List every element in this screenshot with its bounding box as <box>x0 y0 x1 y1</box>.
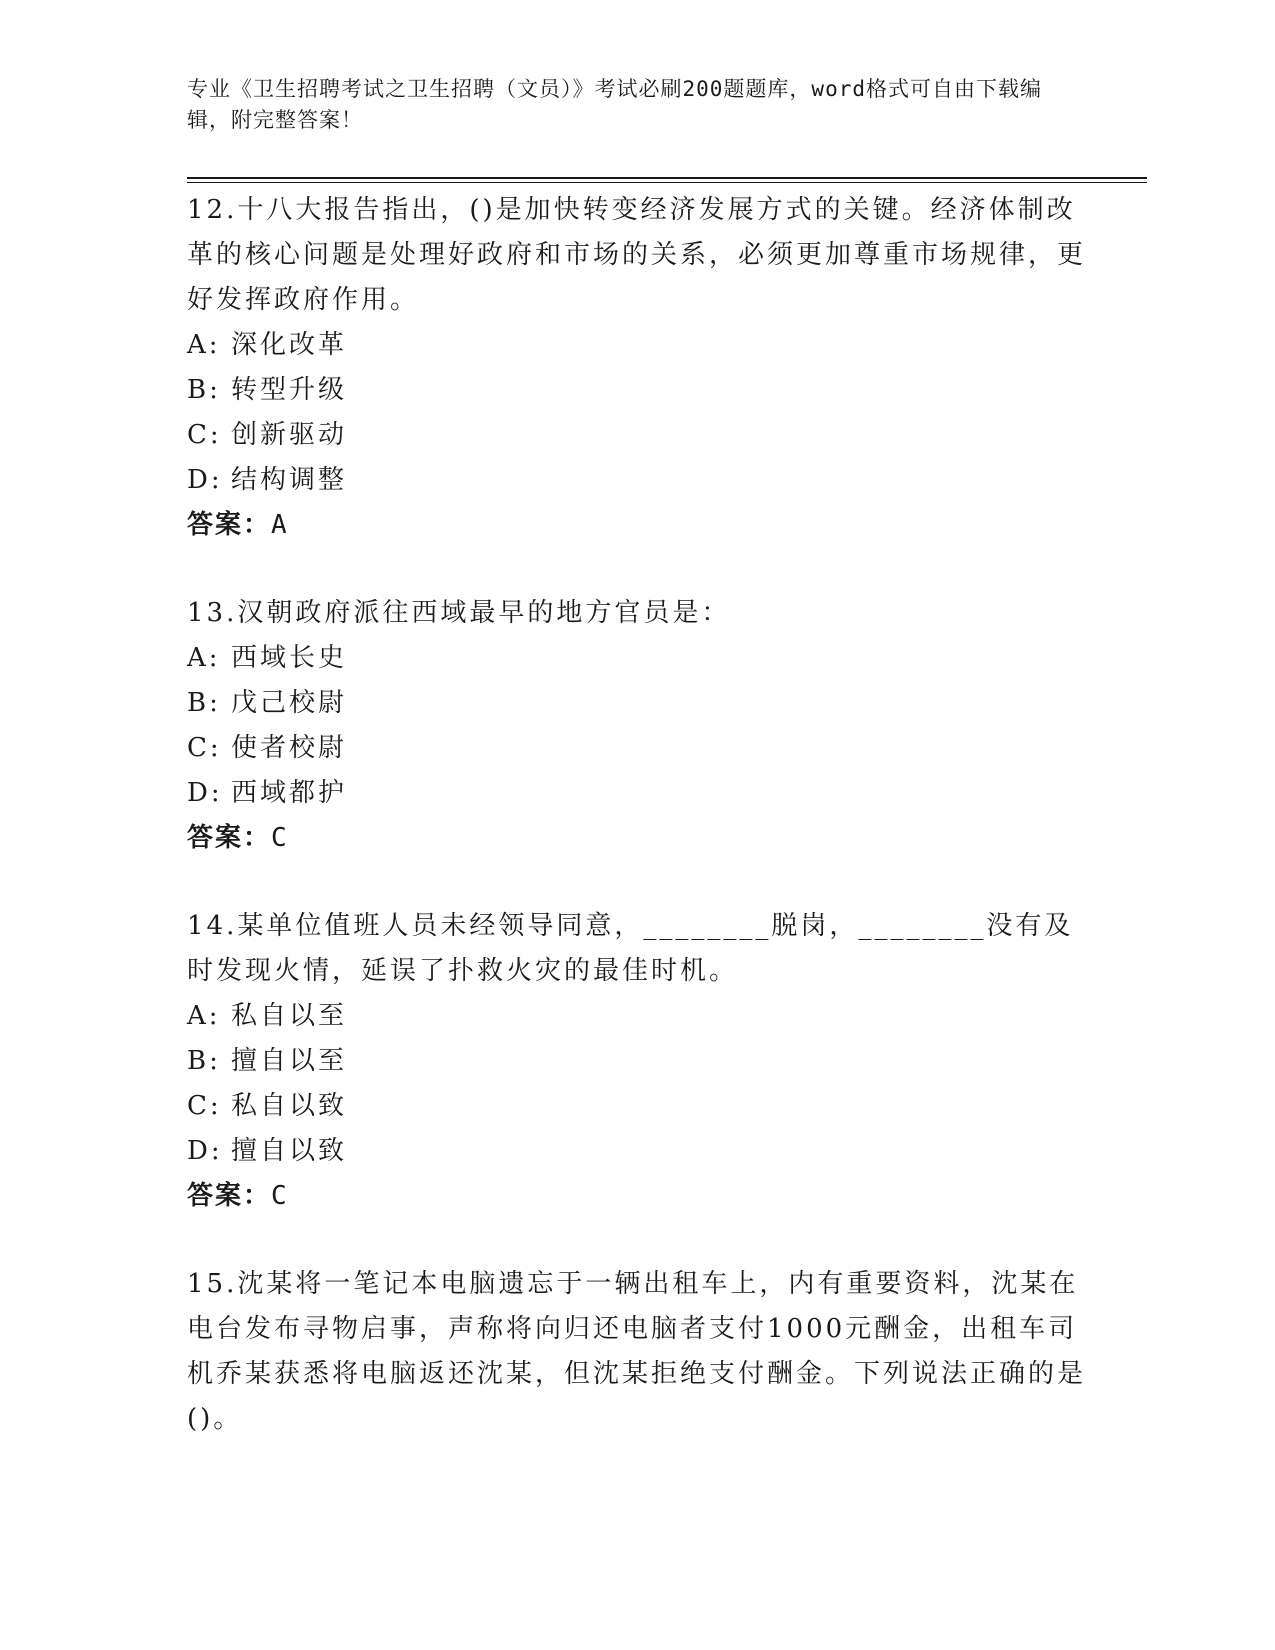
question-15 <box>187 1262 1087 1442</box>
answer-value: A <box>271 510 289 540</box>
header-divider-thin <box>187 182 1147 183</box>
question-list <box>187 188 1087 1485</box>
question-stem: 13.汉朝政府派往西域最早的地方官员是： <box>187 598 731 628</box>
option-key: C: <box>187 420 222 450</box>
option-d <box>187 458 1087 503</box>
answer-value: C <box>271 1181 289 1211</box>
question-12 <box>187 188 1087 548</box>
option-key: C: <box>187 733 222 763</box>
option-text: 西域长史 <box>231 643 348 673</box>
option-key: B: <box>187 1046 221 1076</box>
option-text: 擅自以致 <box>231 1136 348 1166</box>
option-key: D: <box>187 778 223 808</box>
question-stem: 14.某单位值班人员未经领导同意，________脱岗，________没有及时发现火情，延误了扑救火灾的最佳时机。 <box>187 911 1074 986</box>
answer-line <box>187 816 1087 861</box>
answer-line <box>187 1174 1087 1219</box>
option-a <box>187 323 1087 368</box>
option-text: 私自以致 <box>231 1091 348 1121</box>
option-key: B: <box>187 375 221 405</box>
answer-label: 答案： <box>187 510 272 540</box>
answer-label: 答案： <box>187 823 272 853</box>
option-text: 使者校尉 <box>231 733 348 763</box>
option-b <box>187 368 1087 413</box>
option-d <box>187 771 1087 816</box>
option-text: 私自以至 <box>231 1001 348 1031</box>
option-c <box>187 413 1087 458</box>
option-text: 结构调整 <box>231 465 348 495</box>
option-c <box>187 1084 1087 1129</box>
option-key: B: <box>187 688 221 718</box>
option-a <box>187 636 1087 681</box>
header-divider-thick <box>187 177 1147 179</box>
option-a <box>187 994 1087 1039</box>
option-key: D: <box>187 1136 223 1166</box>
question-13 <box>187 591 1087 861</box>
document-header: 专业《卫生招聘考试之卫生招聘（文员）》考试必刷200题题库，word格式可自由下载编辑，附完整答案！ <box>187 77 1042 132</box>
answer-value: C <box>271 823 289 853</box>
option-text: 转型升级 <box>231 375 348 405</box>
answer-label: 答案： <box>187 1181 272 1211</box>
option-c <box>187 726 1087 771</box>
option-key: D: <box>187 465 223 495</box>
question-stem: 12.十八大报告指出，()是加快转变经济发展方式的关键。经济体制改革的核心问题是处理好政府和市场的关系，必须更加尊重市场规律，更好发挥政府作用。 <box>187 195 1087 315</box>
option-key: A: <box>187 643 221 673</box>
option-text: 创新驱动 <box>231 420 348 450</box>
option-text: 西域都护 <box>231 778 348 808</box>
question-14 <box>187 904 1087 1219</box>
answer-line <box>187 503 1087 548</box>
option-text: 深化改革 <box>231 330 348 360</box>
option-text: 擅自以至 <box>231 1046 348 1076</box>
option-text: 戊己校尉 <box>231 688 348 718</box>
option-key: C: <box>187 1091 222 1121</box>
option-b <box>187 1039 1087 1084</box>
question-stem: 15.沈某将一笔记本电脑遗忘于一辆出租车上，内有重要资料，沈某在电台发布寻物启事，声称将向归还电脑者支付1000元酬金，出租车司机乔某获悉将电脑返还沈某，但沈某拒绝支付酬金。下列说法正确的是()。 <box>187 1269 1087 1434</box>
option-d <box>187 1129 1087 1174</box>
option-key: A: <box>187 330 221 360</box>
option-b <box>187 681 1087 726</box>
option-key: A: <box>187 1001 221 1031</box>
